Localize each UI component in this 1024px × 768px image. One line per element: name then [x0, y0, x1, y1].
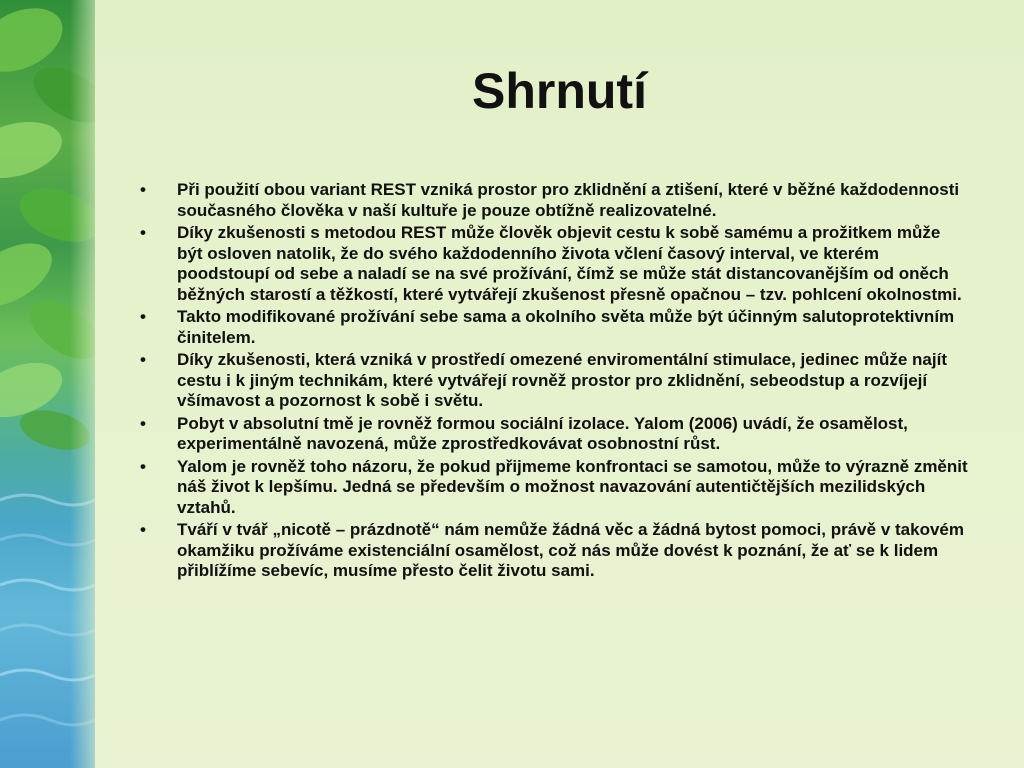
bullet-icon: •	[140, 307, 146, 326]
bullet-text: Yalom je rovněž toho názoru, že pokud přijmeme konfrontaci se samotou, může to výrazně změnit náš život k lepšímu. Jedná se především o možnost navazování autentičtějších mezilidských vztahů.	[177, 456, 968, 517]
bullet-icon: •	[140, 223, 146, 242]
bullet-text: Pobyt v absolutní tmě je rovněž formou sociální izolace. Yalom (2006) uvádí, že osamělost, experimentálně navozená, může zprostředkovávat osobnostní růst.	[177, 413, 908, 453]
strip-fade	[70, 0, 95, 768]
bullet-text: Při použití obou variant REST vzniká prostor pro zklidnění a ztišení, které v běžné každodennosti současného člověka v naší kultuře je pouze obtížně realizovatelné.	[177, 180, 960, 220]
slide-title: Shrnutí	[472, 63, 647, 119]
bullet-item	[140, 223, 970, 305]
bullet-icon: •	[140, 413, 146, 433]
bullet-item	[140, 350, 970, 412]
bullet-icon: •	[140, 180, 146, 199]
bullet-item	[140, 180, 970, 221]
bullet-icon: •	[140, 520, 146, 539]
bullet-text: Tváří v tvář „nicotě – prázdnotě“ nám nemůže žádná věc a žádná bytost pomoci, právě v takovém okamžiku prožíváme existenciální osamělost, což nás může dovést k poznání, že ať se k lidem přiblížíme sebevíc, musíme přesto čelit životu sami.	[177, 520, 964, 580]
bullet-item	[140, 307, 970, 348]
bullet-item	[140, 520, 970, 582]
bullet-list	[140, 180, 970, 584]
bullet-text: Takto modifikované prožívání sebe sama a okolního světa může být účinným salutoprotektivním činitelem.	[177, 307, 955, 347]
bullet-text: Díky zkušenosti s metodou REST může člověk objevit cestu k sobě samému a prožitkem může být osloven natolik, že do svého každodenního života včlení časový interval, ve kterém poodstoupí od sebe a naladí se na své prožívání, čímž se může stát distancovanějším od oněch běžných starostí a těžkostí, které vytvářejí zkušenost přesně opačnou – tzv. pohlcení okolnostmi.	[177, 223, 962, 304]
bullet-item	[140, 457, 970, 519]
bullet-text: Díky zkušenosti, která vzniká v prostředí omezené enviromentální stimulace, jedinec může najít cestu i k jiným technikám, které vytvářejí rovněž prostor pro zklidnění, sebeodstup a rozvíjejí všímavost a pozornost k sobě i světu.	[177, 350, 947, 410]
bullet-item	[140, 414, 970, 455]
bullet-icon: •	[140, 350, 146, 369]
bullet-icon: •	[140, 456, 146, 476]
leaves-water-decoration	[0, 0, 95, 768]
